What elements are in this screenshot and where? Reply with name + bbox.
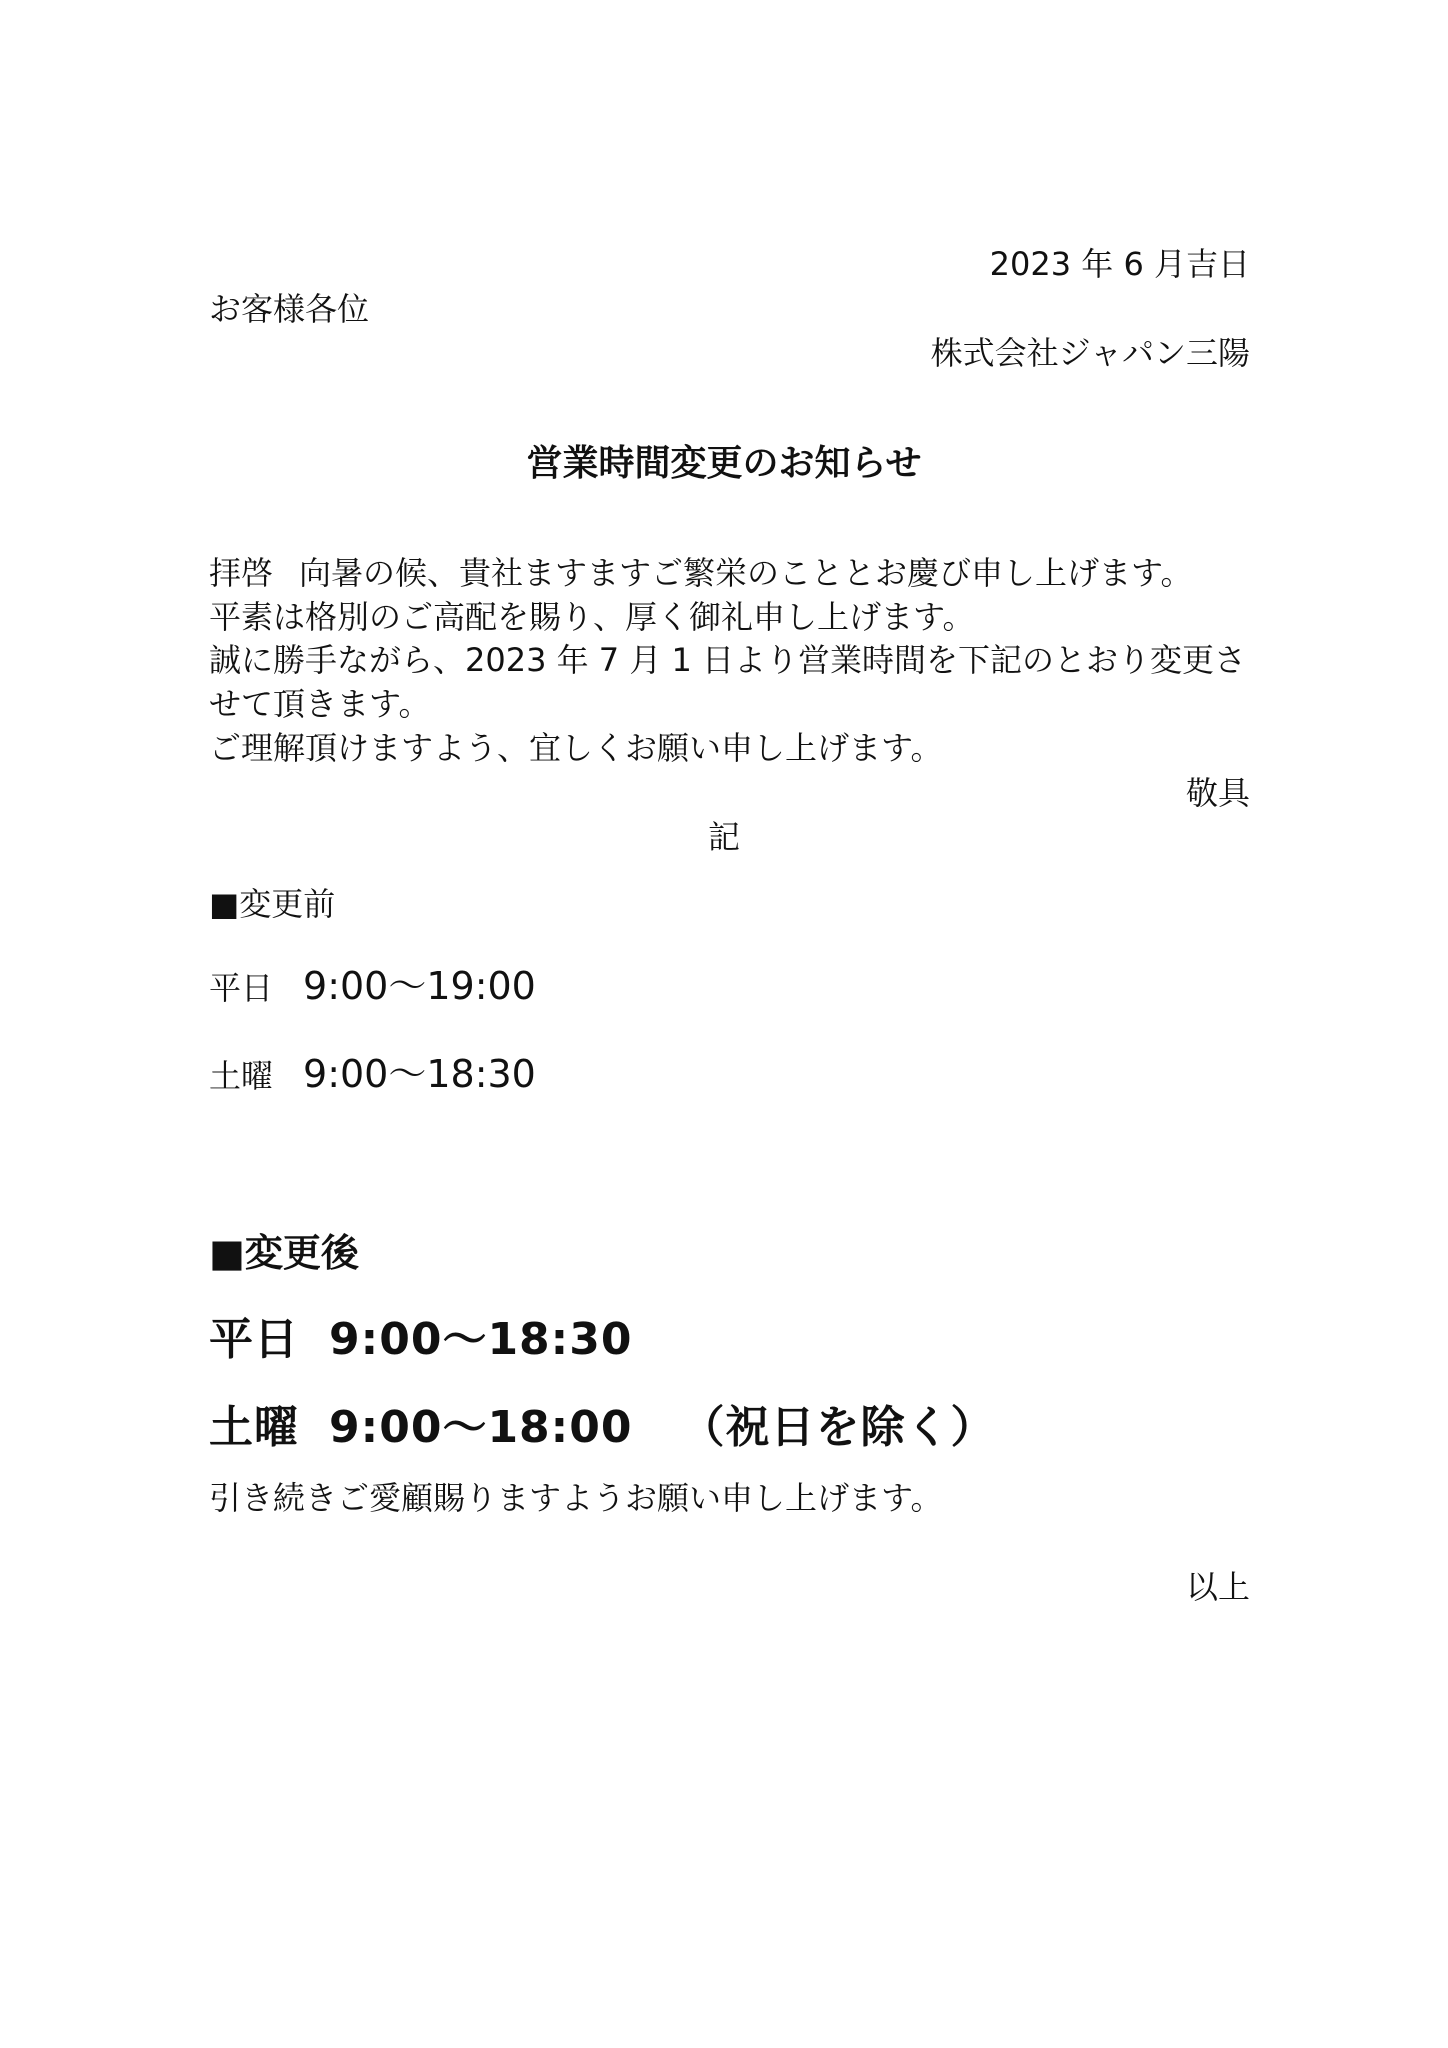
before-saturday-row: [209, 1052, 536, 1096]
after-saturday-label: 土曜: [209, 1402, 299, 1453]
after-saturday-hours: 9:00～18:00: [329, 1402, 633, 1453]
after-heading: ■変更後: [209, 1231, 359, 1275]
before-heading: ■変更前: [209, 885, 336, 923]
ki-mark: 記: [707, 818, 740, 856]
page-title: 営業時間変更のお知らせ: [526, 443, 922, 484]
body-line-2: 平素は格別のご高配を賜り、厚く御礼申し上げます。: [209, 598, 975, 636]
before-weekday-hours: 9:00～19:00: [303, 964, 536, 1008]
before-saturday-label: 土曜: [209, 1057, 274, 1095]
end-mark: 以上: [1185, 1568, 1250, 1606]
closing-keigu: 敬具: [1185, 774, 1250, 812]
company-name: 株式会社ジャパン三陽: [930, 334, 1250, 372]
before-weekday-label: 平日: [209, 969, 274, 1007]
before-saturday-hours: 9:00～18:30: [303, 1052, 536, 1096]
date-line: 2023 年 6 月吉日: [989, 245, 1250, 283]
greeting-word: 拝啓: [209, 554, 274, 592]
body-line-3: 誠に勝手ながら、2023 年 7 月 1 日より営業時間を下記のとおり変更さ: [209, 641, 1247, 679]
body-line-1: [209, 553, 1192, 593]
body-line-5: ご理解頂けますよう、宜しくお願い申し上げます。: [209, 729, 943, 767]
after-weekday-label: 平日: [209, 1314, 299, 1365]
closing-line: 引き続きご愛顧賜りますようお願い申し上げます。: [209, 1479, 943, 1517]
holiday-note: （祝日を除く）: [680, 1402, 996, 1453]
before-weekday-row: [209, 964, 536, 1008]
after-saturday-row: [209, 1402, 996, 1454]
body-line-4: せて頂きます。: [209, 685, 431, 723]
after-weekday-hours: 9:00～18:30: [329, 1314, 633, 1365]
after-weekday-row: [209, 1314, 633, 1366]
greeting-text: 向暑の候、貴社ますますご繁栄のこととお慶び申し上げます。: [299, 554, 1193, 592]
recipient-line: お客様各位: [209, 290, 370, 328]
